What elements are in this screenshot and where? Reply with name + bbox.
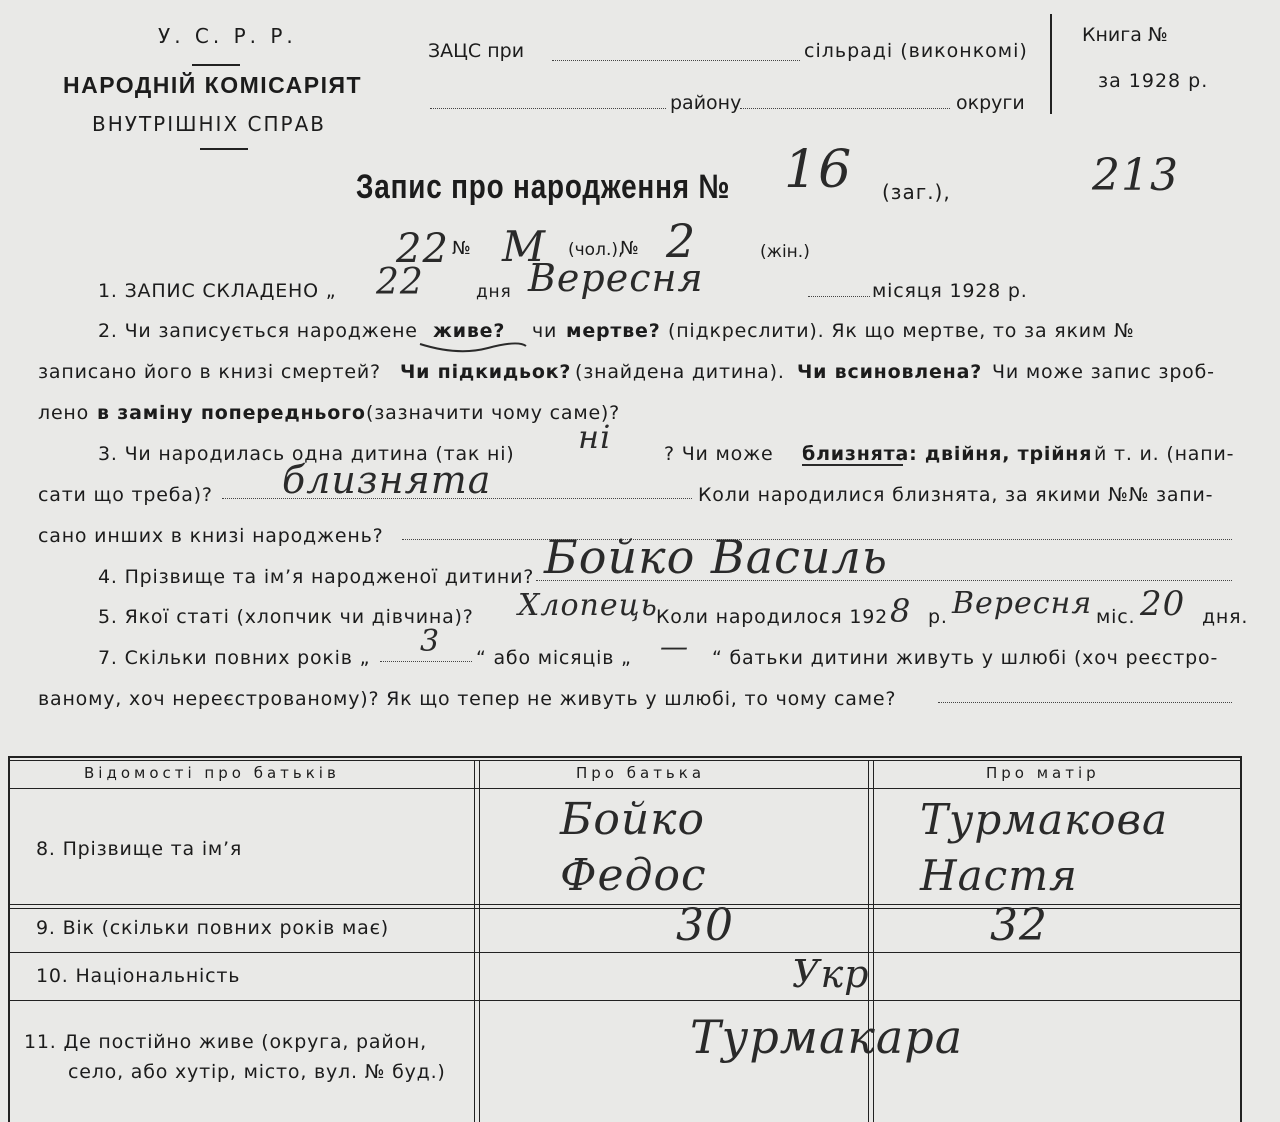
q3-text: сати що треба)? [38,484,213,506]
table-row-divider [10,904,1242,905]
female-label: (жін.) [760,242,810,262]
q7-blank [938,698,1232,703]
q5-day-label: дня. [1202,606,1249,628]
row-residence-label: 11. Де постійно живе (округа, район, [24,1031,427,1053]
table-row-divider [10,1000,1242,1001]
district-label: району [670,92,742,114]
q2-alive: живе? [433,320,506,342]
table-row-divider [10,908,1242,909]
district-blank [430,92,666,109]
q7-years-handwritten: 3 [420,624,441,659]
row-age-label: 9. Вік (скільки повних років має) [36,917,390,939]
table-header-father: Про батька [576,764,706,782]
table-border [1240,756,1242,1122]
region-blank [740,92,950,109]
book-year: за 1928 р. [1098,70,1209,92]
nationality-handwritten: Укр [792,952,870,996]
q2-foundling: Чи підкидьок? [400,361,572,383]
q3-single-handwritten: ні [578,418,612,456]
q7-months-handwritten: — [660,630,689,663]
row-residence-label: село, або хутір, місто, вул. № буд.) [68,1061,446,1083]
republic-abbrev: У. С. Р. Р. [158,24,297,48]
q2-or: чи [532,320,558,342]
q4-label: 4. Прізвище та ім’я народженої дитини? [98,566,535,588]
record-number-handwritten: 16 [784,140,853,200]
twins-underline-mark [800,460,905,470]
table-column-divider [868,760,869,1122]
region-label: округи [956,92,1025,114]
q5-day-handwritten: 20 [1140,584,1186,624]
q1-day-handwritten: 22 [376,262,424,303]
q4-child-name-handwritten: Бойко Василь [544,530,888,584]
q3-blank [222,494,692,499]
table-column-divider [479,760,480,1122]
q3-text: 3. Чи народилась одна дитина (так ні) [98,443,515,465]
header-divider [200,148,248,150]
q5-sex-handwritten: Хлопець [518,588,658,623]
table-border [8,756,10,1122]
mother-age-handwritten: 32 [990,900,1048,951]
alive-underline-mark [418,338,528,358]
village-council-label: сільраді (виконкомі) [804,40,1028,62]
header-divider [192,64,240,66]
q2-adopted: Чи всиновлена? [797,361,983,383]
q7-text: 7. Скільки повних років „ [98,647,371,669]
q1-day-label: дня [476,282,512,302]
row-name-label: 8. Прізвище та ім’я [36,838,243,860]
table-column-divider [873,760,874,1122]
table-border [10,760,1242,761]
department-title: ВНУТРІШНІХ СПРАВ [92,112,326,136]
father-name-handwritten: Бойко Федос [560,794,707,901]
row-nationality-label: 10. Національність [36,965,241,987]
book-number-label: Книга № [1082,24,1168,46]
q1-month-label: місяця 1928 р. [872,280,1028,302]
q3-twins: близнята: двійня, трійня [802,443,1093,465]
father-age-handwritten: 30 [676,900,734,951]
q7-text: “ батьки дитини живуть у шлюбі (хоч реєстро- [712,647,1219,669]
female-number-handwritten: 2 [666,214,697,268]
q2-text: лено [38,402,90,424]
table-border [10,756,1242,758]
table-column-divider [474,760,475,1122]
q5-r: р. [928,606,948,628]
q1-blank [808,290,870,297]
q2-text: (зазначити чому саме)? [366,402,621,424]
commissariat-title: НАРОДНІЙ КОМІСАРІЯТ [63,72,363,98]
q5-born-label: Коли народилося 192 [656,606,889,628]
q5-label: 5. Якої статі (хлопчик чи дівчина)? [98,606,474,628]
q2-replacement: в заміну попереднього [97,402,366,424]
q2-text: (знайдена дитина). [575,361,785,383]
residence-handwritten: Турмакара [690,1010,964,1064]
q5-month-handwritten: Вересня [952,586,1093,621]
q7-text: ваному, хоч нереєстрованому)? Як що тепер не живуть у шлюбі, то чому саме? [38,688,897,710]
mother-name-handwritten: Турмакова Настя [920,795,1168,900]
q2-text: 2. Чи записується народжене [98,320,418,342]
q4-blank [536,576,1232,581]
record-title: Запис про народження № [356,168,731,206]
q3-text: ? Чи може [664,443,774,465]
sub-no-label: № [620,238,639,259]
table-header-parents: Відомості про батьків [84,764,340,782]
corner-number-handwritten: 213 [1092,150,1179,201]
table-row-divider [10,788,1242,789]
q3-text: Коли народилися близнята, за якими №№ запи- [698,484,1214,506]
male-number-handwritten: М [502,222,547,271]
q5-month-label: міс. [1096,606,1136,628]
zacs-blank [552,40,800,61]
q3-text: й т. и. (напи- [1094,443,1235,465]
q1-label: 1. ЗАПИС СКЛАДЕНО „ [98,280,337,302]
q5-year-handwritten: 8 [890,592,912,630]
q2-dead: мертве? [566,320,661,342]
table-header-mother: Про матір [986,764,1100,782]
sub-number-handwritten: 22 [396,226,449,272]
q2-text: (підкреслити). Як що мертве, то за яким № [668,320,1135,342]
q2-text: записано його в книзі смертей? [38,361,381,383]
record-general-label: (заг.), [882,180,951,204]
table-row-divider [10,952,1242,953]
zacs-label: ЗАЦС при [428,40,525,62]
male-label: (чол.), [568,240,624,260]
sub-no-label: № [452,238,471,259]
q3-twins-handwritten: близнята [282,458,492,502]
q1-month-handwritten: Вересня [528,256,704,300]
q7-text: “ або місяців „ [476,647,632,669]
q3-text: сано инших в книзі народжень? [38,525,384,547]
q2-text: Чи може запис зроб- [992,361,1215,383]
